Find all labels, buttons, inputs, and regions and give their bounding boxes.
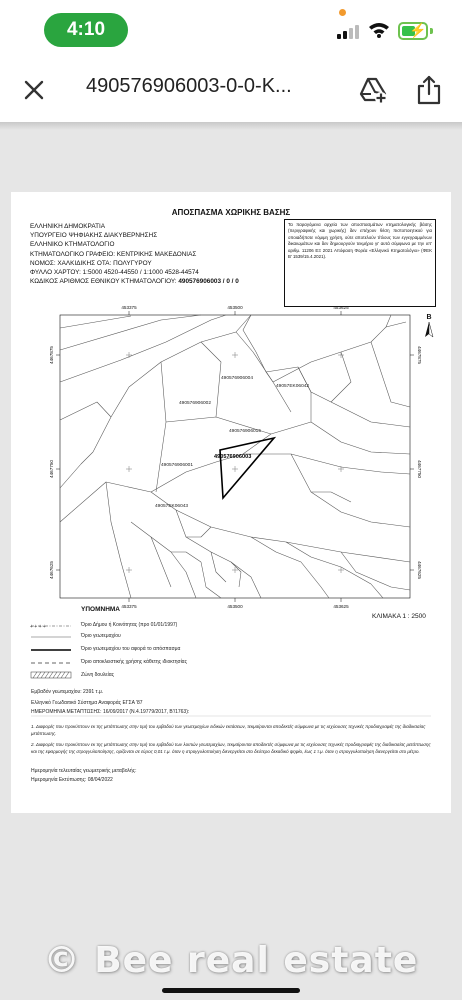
header-line: ΦΥΛΛΟ ΧΑΡΤΟΥ: 1:5000 4520-44550 / 1:1000 4528-44574 <box>30 269 199 277</box>
print-date: Ημερομηνία Εκτύπωσης: 08/04/2022 <box>31 777 113 783</box>
header-line: ΥΠΟΥΡΓΕΙΟ ΨΗΦΙΑΚΗΣ ΔΙΑΚΥΒΕΡΝΗΣΗΣ <box>30 232 158 240</box>
note-1: 1. Διαφορές που προκύπτουν εκ της μετάπτωσης στην τιμή του εμβαδού των γεωτεμαχίων ειδικών εκτάσεων, τεκμαίρονται αποδεκτές σύμφωνα με τις ισχύουσες τεχνικές προδιαγραφές της διαδικασίας μετάπτωσης. <box>31 724 426 736</box>
highlighted-parcel-label: 490576906003 <box>214 454 252 460</box>
privacy-indicator-dot <box>339 9 346 16</box>
document-page[interactable] <box>11 192 451 813</box>
pdf-viewer-area[interactable] <box>0 122 462 1000</box>
document-title: 490576906003-0-0-K... <box>86 75 292 97</box>
home-indicator[interactable] <box>162 988 300 993</box>
disclaimer-box: Τα παραγόμενα αρχεία των αποσπασμάτων κτηματολογικής βάσης (περιγραφικής και χωρικής) δεν επέχουν θέση πιστοποιητικού για οποιαδήποτε νόμιμη χρήση, ούτε αποτελούν τίτλους των εγγεγραμμένων δικαιωμάτων και δεν δημιουργούν τεκμήριο γι' αυτά σύμφωνα με την υπ' αριθμ. 11206 ΕΞ 2021 Απόφαση Φορέα «Ελληνικό Κτηματολόγιο» (ΦΕΚ Β' 1539/15.4.2021). <box>284 219 436 307</box>
kaek-label: ΚΩΔΙΚΟΣ ΑΡΙΘΜΟΣ ΕΘΝΙΚΟΥ ΚΤΗΜΑΤΟΛΟΓΙΟΥ: <box>30 278 177 286</box>
document-viewer-app-bar <box>0 58 462 122</box>
parcel-label: 490576906002 <box>179 401 212 406</box>
header-line: ΝΟΜΟΣ: ΧΑΛΚΙΔΙΚΗΣ ΟΤΑ: ΠΟΛΥΓΥΡΟΥ <box>30 259 152 267</box>
bottom-tick-label: 453625 <box>333 604 349 609</box>
header-line: ΚΤΗΜΑΤΟΛΟΓΙΚΟ ΓΡΑΦΕΙΟ: ΚΕΝΤΡΙΚΗΣ ΜΑΚΕΔΟΝΙΑΣ <box>30 250 197 258</box>
left-tick-label: 4467875 <box>49 346 54 364</box>
document-heading: ΑΠΟΣΠΑΣΜΑ ΧΩΡΙΚΗΣ ΒΑΣΗΣ <box>171 208 291 217</box>
projection-system: Ελληνικό Γεωδαιτικό Σύστημα Αναφοράς ΕΓΣΑ '87 <box>31 700 143 706</box>
parcel-label: 490576906001 <box>161 463 194 468</box>
left-tick-label: 4467625 <box>49 561 54 579</box>
note-2: 2. Διαφορές που προκύπτουν εκ της μετάπτωσης στην τιμή του εμβαδού των λοιπών γεωτεμαχίων, τεκμαίρονται αποδεκτές σύμφωνα με τις ισχύουσες τεχνικές προδιαγραφές της διαδικασίας μετάπτωσης και της εφαρμογής της στρογγυλοποίησης, ορίζονται σε εύρος 0,01 τ.μ. όταν η στρογγυλοποίηση διενεργείται στο δεύτερο δεκαδικό ψηφίο, έως 1 τ.μ. όταν η στρογγυλοποίηση διενεργείται στο μέτρο. <box>31 742 431 754</box>
legend-item: Όριο γεωτεμαχίου του αφορά το απόσπασμα <box>81 646 181 652</box>
legend-title: ΥΠΟΜΝΗΜΑ <box>81 606 120 613</box>
right-tick-label: 4467875 <box>417 346 422 364</box>
share-icon[interactable] <box>416 74 442 106</box>
top-tick-label: 453375 <box>121 305 137 310</box>
cadastral-map <box>11 192 451 813</box>
north-arrow-icon <box>425 314 433 337</box>
app-bar-shadow <box>0 122 462 130</box>
battery-icon: ⚡ <box>398 22 428 40</box>
header-line: ΕΛΛΗΝΙΚΟ ΚΤΗΜΑΤΟΛΟΓΙΟ <box>30 241 115 249</box>
wifi-icon <box>368 21 390 38</box>
parcel-label: 49057ΕΚ06042 <box>276 384 310 389</box>
right-tick-label: 4467750 <box>417 460 422 478</box>
bottom-tick-label: 453375 <box>121 604 137 609</box>
parcel-label: 490576906015 <box>229 429 262 434</box>
close-icon[interactable] <box>22 78 46 102</box>
add-to-drive-icon[interactable] <box>358 75 388 105</box>
parcel-label: 490576906004 <box>221 376 254 381</box>
top-tick-label: 453500 <box>227 305 243 310</box>
watermark-text: © Bee real estate <box>43 940 419 981</box>
parcel-label: 49057ΕΚ06043 <box>155 504 189 509</box>
header-line: ΕΛΛΗΝΙΚΗ ΔΗΜΟΚΡΑΤΙΑ <box>30 223 106 230</box>
top-tick-label: 453625 <box>333 305 349 310</box>
legend-symbols <box>30 624 71 678</box>
status-time: 4:10 <box>44 13 128 47</box>
right-tick-label: 4467625 <box>417 561 422 579</box>
map-scale: ΚΛΙΜΑΚΑ 1 : 2500 <box>372 613 426 620</box>
transfer-date: ΗΜΕΡΟΜΗΝΙΑ ΜΕΤΑΠΤΩΣΗΣ: 16/09/2017 (Ν.4.19779/2017, Β'/1763): <box>31 709 190 715</box>
legend-item: Όριο αποκλειστικής χρήσης κάθετης ιδιοκτησίας <box>81 659 187 665</box>
kaek-value: 490576906003 / 0 / 0 <box>178 278 239 286</box>
parcel-area: Εμβαδόν γεωτεμαχίου: 2391 τ.μ. <box>31 689 104 695</box>
left-tick-label: 4467750 <box>49 460 54 478</box>
bottom-tick-label: 453500 <box>227 604 243 609</box>
legend-item: Όριο γεωτεμαχίου <box>81 633 121 639</box>
cellular-signal-icon <box>337 24 361 39</box>
svg-text:+ + + +: + + + + <box>30 624 46 630</box>
highlighted-parcel <box>220 438 274 498</box>
north-label: B <box>426 314 432 321</box>
legend-item: Όριο Δήμου ή Κοινότητας (προ 01/01/1997) <box>81 622 178 628</box>
legend-item: Ζώνη δουλείας <box>81 672 115 678</box>
battery-tip <box>430 28 433 34</box>
last-geometric-change: Ημερομηνία τελευταίας γεωμετρικής μεταβολής: <box>31 768 137 774</box>
status-bar <box>0 0 462 58</box>
